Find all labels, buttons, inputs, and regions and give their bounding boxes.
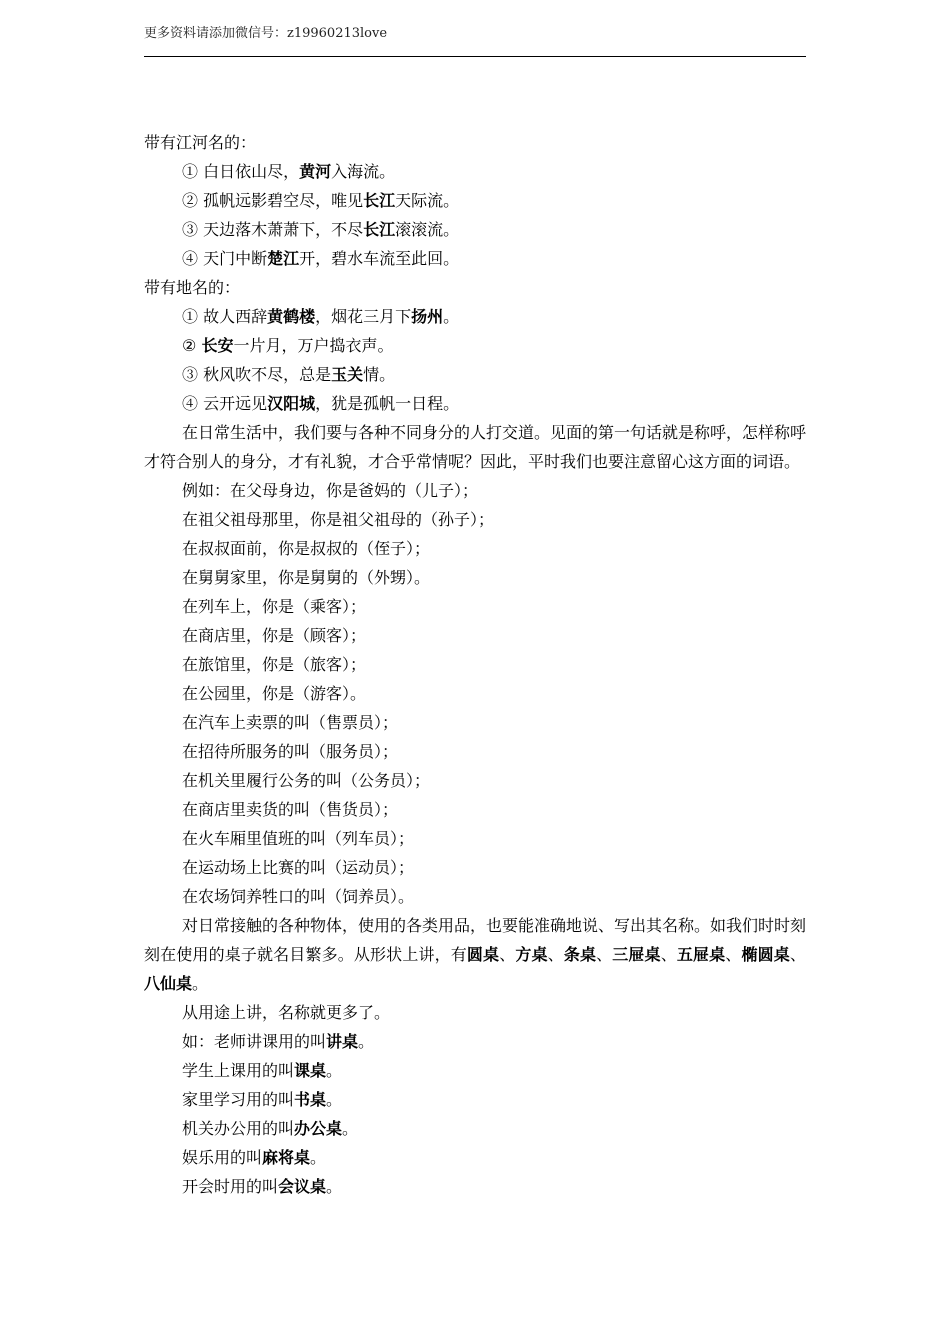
- address-line: 在招待所服务的叫（服务员）；: [182, 742, 399, 761]
- bold-term: 圆桌: [466, 945, 500, 964]
- poem-line: [144, 331, 806, 360]
- text-run: ②: [182, 336, 202, 355]
- bold-term: 课桌: [294, 1061, 327, 1080]
- text-run: 家里学习用的叫: [182, 1090, 295, 1109]
- text-run: 滚滚流。: [395, 220, 460, 239]
- text-run: 、: [725, 945, 742, 964]
- text-run: ，犹是孤帆一日程。: [315, 394, 460, 413]
- text-run: ，烟花三月下: [315, 307, 412, 326]
- places-heading: 带有地名的：: [144, 278, 241, 297]
- poem-line: [144, 360, 806, 389]
- poem-line: [144, 157, 806, 186]
- bold-term: 条桌: [563, 945, 597, 964]
- poem-line: [144, 215, 806, 244]
- usage-line: [144, 1085, 806, 1114]
- address-line: 在旅馆里，你是（旅客）；: [182, 655, 367, 674]
- text-run: 、: [660, 945, 677, 964]
- address-line: 在商店里卖货的叫（售货员）；: [182, 800, 399, 819]
- text-run: 。: [192, 974, 209, 993]
- text-run: ④ 天门中断: [182, 249, 268, 268]
- poem-line: [144, 186, 806, 215]
- address-line: 在叔叔面前，你是叔叔的（侄子）；: [182, 539, 431, 558]
- usage-line: [144, 1027, 806, 1056]
- poem-line: [144, 302, 806, 331]
- address-line: 在舅舅家里，你是舅舅的（外甥）。: [182, 568, 431, 587]
- address-line: 在农场饲养牲口的叫（饲养员）。: [182, 887, 415, 906]
- text-run: 情。: [363, 365, 396, 384]
- bold-term: 汉阳城: [267, 394, 316, 413]
- text-run: 、: [789, 945, 806, 964]
- text-run: ② 孤帆远影碧空尽，唯见: [182, 191, 364, 210]
- usage-line: [144, 1172, 806, 1201]
- places-list: [144, 302, 806, 418]
- tables-usage-list: [144, 1027, 806, 1201]
- text-run: 、: [596, 945, 613, 964]
- text-run: 天际流。: [395, 191, 460, 210]
- text-run: 对日常接触的各种物体，使用的各类用品，也要能准确地说、写出其名称。如我们时时刻刻在使用的桌子就名目繁多。从形状上讲，有: [144, 916, 807, 964]
- address-intro-paragraph: 在日常生活中，我们要与各种不同身分的人打交道。见面的第一句话就是称呼，怎样称呼才符合别人的身分，才有礼貌，才合乎常情呢？因此，平时我们也要注意留心这方面的词语。: [144, 423, 807, 471]
- usage-line: [144, 1143, 806, 1172]
- text-run: 、: [499, 945, 516, 964]
- bold-term: 讲桌: [326, 1032, 359, 1051]
- text-run: 。: [443, 307, 460, 326]
- text-run: 开，碧水车流至此回。: [299, 249, 460, 268]
- bold-term: 书桌: [294, 1090, 327, 1109]
- text-run: 娱乐用的叫: [182, 1148, 263, 1167]
- bold-term: 长江: [363, 191, 396, 210]
- text-run: 机关办公用的叫: [182, 1119, 295, 1138]
- bold-term: 楚江: [267, 249, 300, 268]
- usage-line: [144, 1056, 806, 1085]
- address-line: 例如：在父母身边，你是爸妈的（儿子）；: [182, 481, 479, 500]
- text-run: 。: [326, 1177, 343, 1196]
- text-run: ④ 云开远见: [182, 394, 268, 413]
- text-run: 。: [342, 1119, 359, 1138]
- address-line: 在列车上，你是（乘客）；: [182, 597, 367, 616]
- bold-term: 麻将桌: [262, 1148, 311, 1167]
- usage-line: [144, 1114, 806, 1143]
- text-run: 。: [326, 1090, 343, 1109]
- address-line: 在汽车上卖票的叫（售票员）；: [182, 713, 399, 732]
- text-run: ① 故人西辞: [182, 307, 268, 326]
- bold-term: 玉关: [331, 365, 364, 384]
- bold-term: 八仙桌: [144, 974, 193, 993]
- text-run: ③ 天边落木萧萧下，不尽: [182, 220, 364, 239]
- text-run: 入海流。: [331, 162, 396, 181]
- bold-term: 五屉桌: [676, 945, 726, 964]
- tables-usage-intro: 从用途上讲，名称就更多了。: [182, 1003, 391, 1022]
- address-line: 在火车厢里值班的叫（列车员）；: [182, 829, 415, 848]
- bold-term: 方桌: [515, 945, 548, 964]
- bold-term: 黄河: [299, 162, 332, 181]
- rivers-heading: 带有江河名的：: [144, 133, 257, 152]
- address-line: 在祖父祖母那里，你是祖父祖母的（孙子）；: [182, 510, 495, 529]
- header-rule: [144, 56, 806, 57]
- address-line: 在商店里，你是（顾客）；: [182, 626, 367, 645]
- document-body: [144, 128, 806, 1201]
- poem-line: [144, 389, 806, 418]
- bold-term: 椭圆桌: [741, 945, 790, 964]
- text-run: 。: [326, 1061, 343, 1080]
- text-run: 一片月，万户捣衣声。: [233, 336, 394, 355]
- bold-term: 扬州: [411, 307, 444, 326]
- poem-line: [144, 244, 806, 273]
- tables-intro-paragraph: [144, 911, 806, 998]
- address-line: 在公园里，你是（游客）。: [182, 684, 367, 703]
- bold-term: 办公桌: [294, 1119, 343, 1138]
- address-list: [144, 476, 806, 911]
- text-run: 、: [547, 945, 564, 964]
- text-run: 。: [358, 1032, 375, 1051]
- text-run: 。: [310, 1148, 327, 1167]
- address-line: 在机关里履行公务的叫（公务员）；: [182, 771, 431, 790]
- address-line: 在运动场上比赛的叫（运动员）；: [182, 858, 415, 877]
- text-run: 如：老师讲课用的叫: [182, 1032, 327, 1051]
- bold-term: 长江: [363, 220, 396, 239]
- text-run: ③ 秋风吹不尽，总是: [182, 365, 332, 384]
- bold-term: 黄鹤楼: [267, 307, 316, 326]
- text-run: 学生上课用的叫: [182, 1061, 295, 1080]
- page-header: 更多资料请添加微信号：z19960213love: [144, 26, 388, 41]
- rivers-list: [144, 157, 806, 273]
- text-run: ① 白日依山尽，: [182, 162, 300, 181]
- bold-term: 三屉桌: [612, 945, 661, 964]
- bold-term: 长安: [201, 336, 234, 355]
- text-run: 开会时用的叫: [182, 1177, 279, 1196]
- bold-term: 会议桌: [278, 1177, 327, 1196]
